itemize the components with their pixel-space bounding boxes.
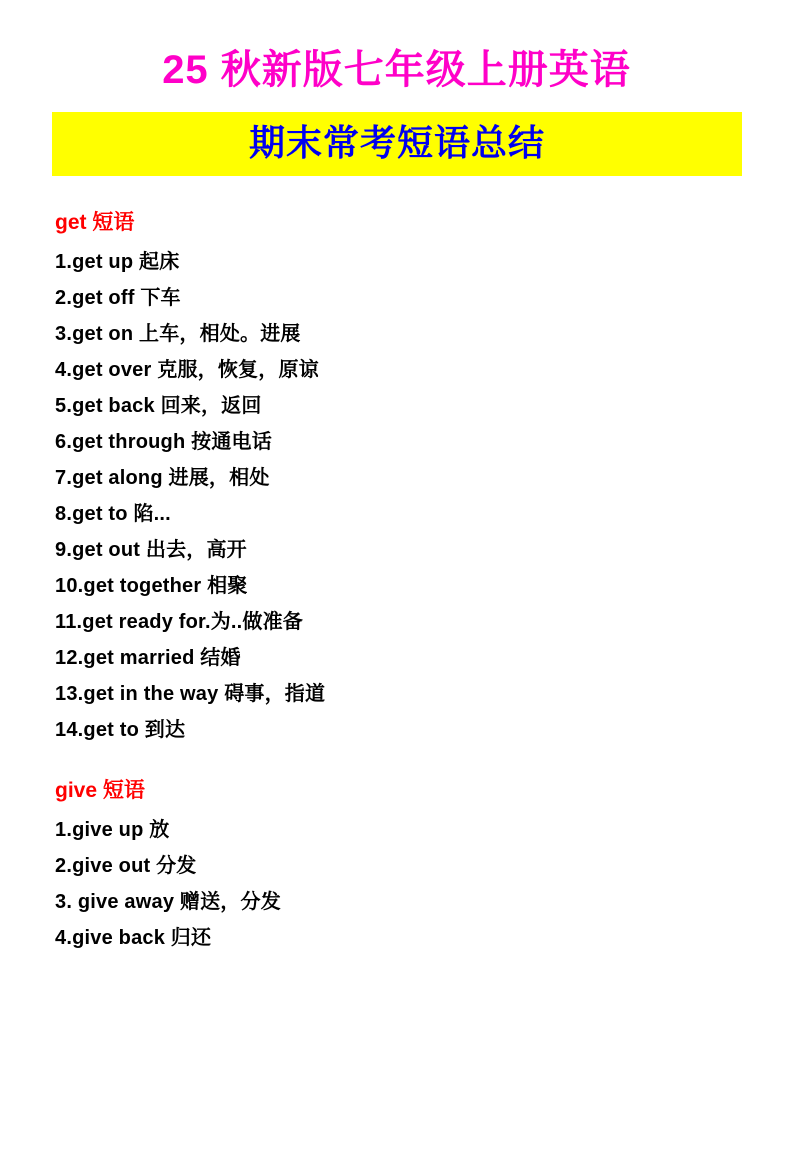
- section-heading: get 短语: [55, 211, 135, 235]
- section-get: [55, 206, 741, 748]
- list-item: 8.get to 陷...: [55, 503, 171, 526]
- list-item: 7.get along 进展，相处: [55, 467, 270, 490]
- list-item: 1.get up 起床: [55, 251, 180, 274]
- list-item: 13.get in the way 碍事，指道: [55, 683, 326, 706]
- list-item: 10.get together 相聚: [55, 575, 248, 598]
- list-item: 4.give back 归还: [55, 927, 212, 950]
- page-subtitle: 期末常考短语总结: [248, 122, 545, 163]
- section-give: [55, 774, 741, 956]
- section-heading: give 短语: [55, 779, 145, 803]
- content-body: [52, 206, 741, 956]
- list-item: 5.get back 回来，返回: [55, 395, 262, 418]
- list-item: 3.get on 上车，相处。进展: [55, 323, 301, 346]
- list-item: 1.give up 放: [55, 819, 170, 842]
- list-item: 12.get married 结婚: [55, 647, 241, 670]
- list-item: 3. give away 赠送，分发: [55, 891, 281, 914]
- list-item: 14.get to 到达: [55, 719, 186, 742]
- list-item: 6.get through 按通电话: [55, 431, 272, 454]
- list-item: 9.get out 出去，高开: [55, 539, 247, 562]
- page-title: 25 秋新版七年级上册英语: [162, 48, 631, 92]
- list-item: 4.get over 克服，恢复，原谅: [55, 359, 319, 382]
- list-item: 11.get ready for.为..做准备: [55, 611, 304, 634]
- title-banner: [52, 112, 742, 176]
- list-item: 2.get off 下车: [55, 287, 181, 310]
- document-page: [0, 46, 793, 1168]
- list-item: 2.give out 分发: [55, 855, 197, 878]
